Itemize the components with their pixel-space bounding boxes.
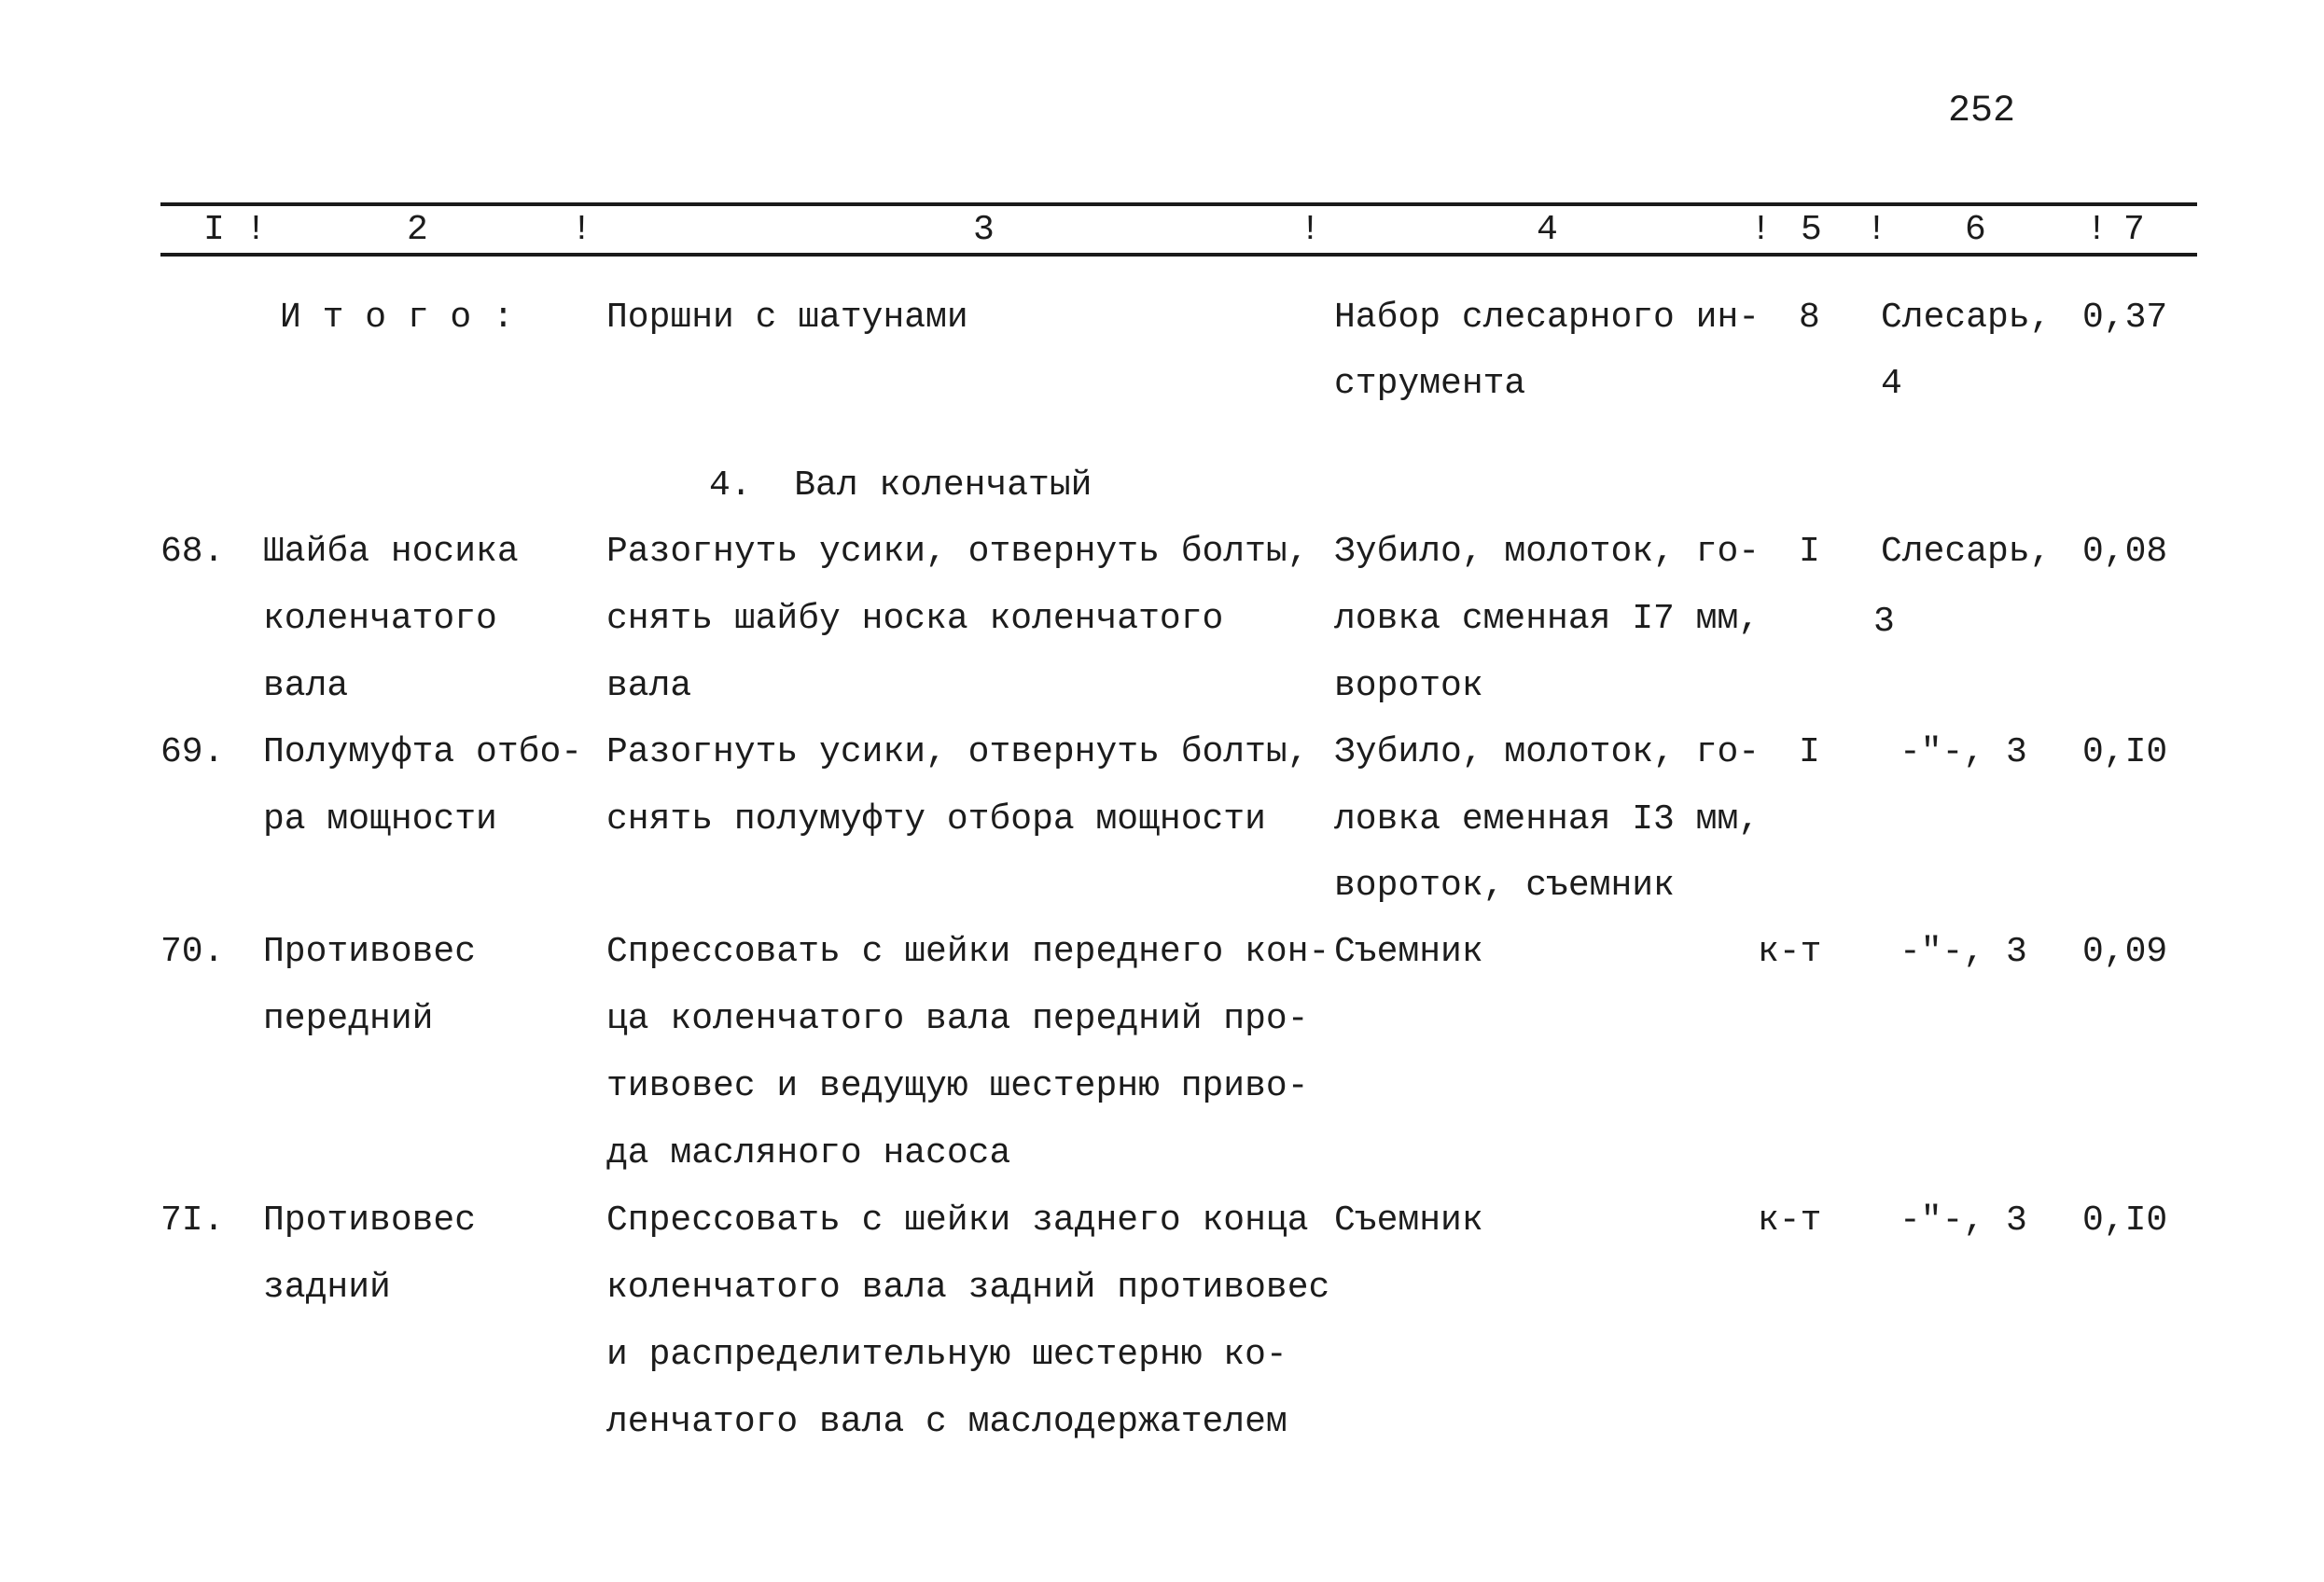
total-worker-line-2: 4 <box>1881 364 1902 404</box>
part-line-2: передний <box>263 999 434 1039</box>
time: 0,I0 <box>2082 1200 2168 1241</box>
total-qty: 8 <box>1799 298 1820 338</box>
header-sep-2: ! <box>571 210 592 250</box>
row-number: 70. <box>160 932 225 972</box>
part-line-2: коленчатого <box>263 599 497 639</box>
header-col-6: 6 <box>1965 210 1986 250</box>
operation-line-1: Спрессовать с шейки заднего конца <box>606 1200 1309 1241</box>
operation-line-1: Спрессовать с шейки переднего кон- <box>606 932 1330 972</box>
part-line-2: задний <box>263 1268 391 1308</box>
part-line-1: Противовес <box>263 1200 477 1241</box>
header-col-2: 2 <box>407 210 428 250</box>
header-top-rule <box>160 202 2197 206</box>
tools-line-1: Съемник <box>1334 932 1483 972</box>
operation-line-2: снять шайбу носка коленчатого <box>606 599 1224 639</box>
tools-line-1: Съемник <box>1334 1200 1483 1241</box>
header-sep-1: ! <box>245 210 267 250</box>
tools-line-1: Зубило, молоток, го- <box>1334 732 1760 772</box>
time: 0,09 <box>2082 932 2168 972</box>
tools-line-3: вороток, съемник <box>1334 866 1675 906</box>
part-line-1: Шайба носика <box>263 532 519 572</box>
tools-line-2: ловка еменная I3 мм, <box>1334 799 1760 840</box>
total-tools-line-1: Набор слесарного ин- <box>1334 298 1760 338</box>
operation-line-2: снять полумуфту отбора мощности <box>606 799 1266 840</box>
worker-line-1: Слесарь, <box>1881 532 2052 572</box>
total-object: Поршни с шатунами <box>606 298 968 338</box>
row-number: 68. <box>160 532 225 572</box>
header-sep-5: ! <box>1866 210 1887 250</box>
header-col-5: 5 <box>1801 210 1822 250</box>
part-line-1: Полумуфта отбо- <box>263 732 583 772</box>
qty: к-т <box>1758 1200 1822 1241</box>
worker-line-2: 3 <box>1873 602 1895 642</box>
tools-line-1: Зубило, молоток, го- <box>1334 532 1760 572</box>
header-col-3: 3 <box>973 210 995 250</box>
time: 0,I0 <box>2082 732 2168 772</box>
operation-line-4: ленчатого вала с маслодержателем <box>606 1402 1287 1442</box>
part-line-2: ра мощности <box>263 799 497 840</box>
time: 0,08 <box>2082 532 2168 572</box>
worker-line-1: -"-, 3 <box>1900 732 2027 772</box>
operation-line-1: Разогнуть усики, отвернуть болты, <box>606 732 1309 772</box>
operation-line-2: коленчатого вала задний противовес <box>606 1268 1330 1308</box>
worker-line-1: -"-, 3 <box>1900 932 2027 972</box>
operation-line-3: тивовес и ведущую шестерню приво- <box>606 1066 1309 1106</box>
total-label: И т о г о : <box>280 298 514 338</box>
worker-line-1: -"-, 3 <box>1900 1200 2027 1241</box>
header-bottom-rule <box>160 253 2197 257</box>
header-col-1: I <box>203 210 225 250</box>
row-number: 69. <box>160 732 225 772</box>
header-col-7: 7 <box>2123 210 2145 250</box>
part-line-3: вала <box>263 666 349 706</box>
header-sep-6: ! <box>2086 210 2108 250</box>
operation-line-1: Разогнуть усики, отвернуть болты, <box>606 532 1309 572</box>
part-line-1: Противовес <box>263 932 477 972</box>
header-sep-3: ! <box>1300 210 1321 250</box>
total-tools-line-2: струмента <box>1334 364 1526 404</box>
page-number: 252 <box>1948 90 2016 132</box>
qty: I <box>1799 532 1820 572</box>
tools-line-2: ловка сменная I7 мм, <box>1334 599 1760 639</box>
operation-line-2: ца коленчатого вала передний про- <box>606 999 1309 1039</box>
header-sep-4: ! <box>1750 210 1772 250</box>
section-title: 4. Вал коленчатый <box>709 465 1092 506</box>
header-col-4: 4 <box>1537 210 1558 250</box>
row-number: 7I. <box>160 1200 225 1241</box>
operation-line-3: вала <box>606 666 692 706</box>
operation-line-4: да масляного насоса <box>606 1133 1011 1173</box>
operation-line-3: и распределительную шестерню ко- <box>606 1335 1287 1375</box>
total-worker-line-1: Слесарь, <box>1881 298 2052 338</box>
total-time: 0,37 <box>2082 298 2168 338</box>
qty: I <box>1799 732 1820 772</box>
qty: к-т <box>1758 932 1822 972</box>
tools-line-3: вороток <box>1334 666 1483 706</box>
